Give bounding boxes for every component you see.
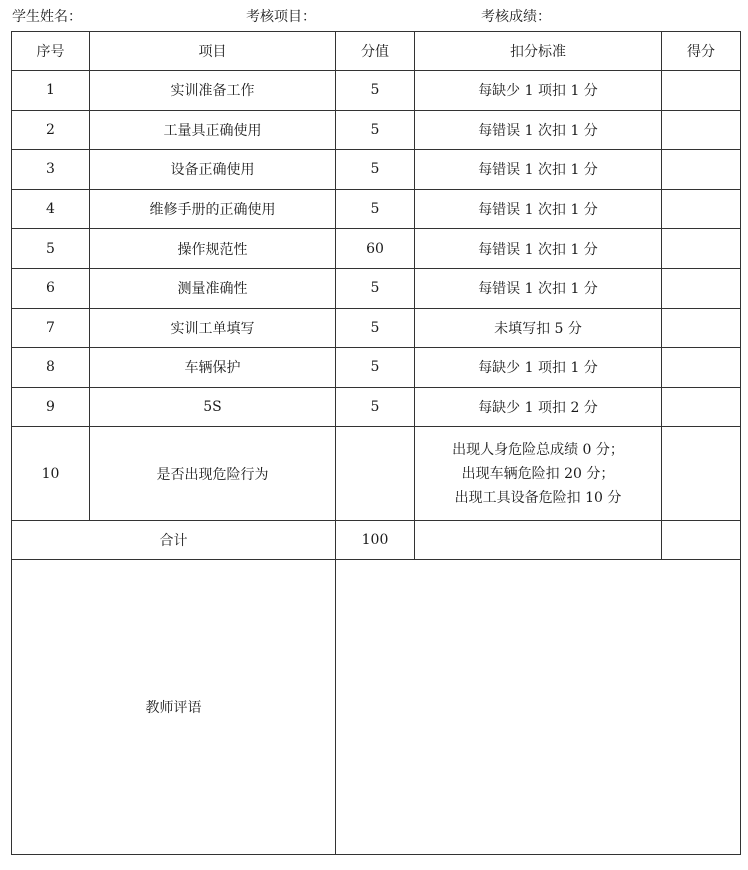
- cell-score: [662, 268, 741, 308]
- cell-criteria: 每错误 1 次扣 1 分: [415, 268, 662, 308]
- cell-item: 维修手册的正确使用: [90, 189, 336, 229]
- cell-criteria: 每错误 1 次扣 1 分: [415, 150, 662, 190]
- cell-number: 10: [12, 427, 90, 521]
- total-score: [662, 521, 741, 560]
- cell-item: 工量具正确使用: [90, 110, 336, 150]
- cell-score: [662, 71, 741, 111]
- cell-score: [662, 308, 741, 348]
- cell-points: 5: [336, 387, 415, 427]
- table-row: [12, 110, 741, 150]
- table-row: [12, 427, 741, 521]
- cell-score: [662, 110, 741, 150]
- cell-number: 1: [12, 71, 90, 111]
- cell-criteria: 每错误 1 次扣 1 分: [415, 110, 662, 150]
- cell-criteria: 每缺少 1 项扣 2 分: [415, 387, 662, 427]
- cell-points: 5: [336, 268, 415, 308]
- table-row: [12, 268, 741, 308]
- cell-number: 3: [12, 150, 90, 190]
- cell-item: 实训准备工作: [90, 71, 336, 111]
- cell-criteria: 每缺少 1 项扣 1 分: [415, 348, 662, 388]
- table-header-row: [12, 32, 741, 71]
- comment-row: [12, 560, 741, 855]
- cell-points: 5: [336, 150, 415, 190]
- cell-score: [662, 150, 741, 190]
- cell-criteria: 每缺少 1 项扣 1 分: [415, 71, 662, 111]
- cell-points: 5: [336, 348, 415, 388]
- exam-item-label: 考核项目：: [246, 9, 316, 25]
- cell-criteria: 未填写扣 5 分: [415, 308, 662, 348]
- score-table: [11, 31, 741, 855]
- total-row: [12, 521, 741, 560]
- column-header-score: 得分: [662, 32, 741, 71]
- cell-points: 5: [336, 189, 415, 229]
- cell-number: 4: [12, 189, 90, 229]
- criteria-line: 出现车辆危险扣 20 分；: [461, 465, 615, 482]
- cell-criteria: 每错误 1 次扣 1 分: [415, 189, 662, 229]
- criteria-line: 出现工具设备危险扣 10 分: [454, 489, 622, 506]
- table-row: [12, 348, 741, 388]
- cell-score: [662, 387, 741, 427]
- total-points: 100: [336, 521, 415, 560]
- cell-number: 9: [12, 387, 90, 427]
- cell-criteria: 每错误 1 次扣 1 分: [415, 229, 662, 269]
- table-row: [12, 189, 741, 229]
- cell-points: 5: [336, 110, 415, 150]
- table-row: [12, 308, 741, 348]
- column-header-number: 序号: [12, 32, 90, 71]
- column-header-points: 分值: [336, 32, 415, 71]
- cell-item: 5S: [90, 387, 336, 427]
- cell-item: 实训工单填写: [90, 308, 336, 348]
- cell-criteria: [415, 427, 662, 521]
- cell-score: [662, 348, 741, 388]
- column-header-criteria: 扣分标准: [415, 32, 662, 71]
- total-criteria: [415, 521, 662, 560]
- cell-item: 测量准确性: [90, 268, 336, 308]
- cell-item: 车辆保护: [90, 348, 336, 388]
- student-name-label: 学生姓名：: [12, 9, 82, 25]
- table-row: [12, 229, 741, 269]
- exam-score-label: 考核成绩：: [481, 9, 551, 25]
- cell-points: 5: [336, 71, 415, 111]
- cell-item: 操作规范性: [90, 229, 336, 269]
- cell-number: 6: [12, 268, 90, 308]
- teacher-comment-area: [336, 560, 741, 855]
- total-label: 合计: [12, 521, 336, 560]
- table-row: [12, 150, 741, 190]
- teacher-comment-label: 教师评语: [12, 560, 336, 855]
- cell-item: 是否出现危险行为: [90, 427, 336, 521]
- cell-score: [662, 427, 741, 521]
- cell-points: [336, 427, 415, 521]
- cell-item: 设备正确使用: [90, 150, 336, 190]
- cell-score: [662, 189, 741, 229]
- cell-number: 2: [12, 110, 90, 150]
- criteria-line: 出现人身危险总成绩 0 分；: [452, 441, 624, 458]
- table-row: [12, 387, 741, 427]
- cell-points: 5: [336, 308, 415, 348]
- table-row: [12, 71, 741, 111]
- cell-score: [662, 229, 741, 269]
- cell-points: 60: [336, 229, 415, 269]
- cell-number: 8: [12, 348, 90, 388]
- cell-number: 5: [12, 229, 90, 269]
- column-header-item: 项目: [90, 32, 336, 71]
- cell-number: 7: [12, 308, 90, 348]
- header-info: [12, 6, 740, 26]
